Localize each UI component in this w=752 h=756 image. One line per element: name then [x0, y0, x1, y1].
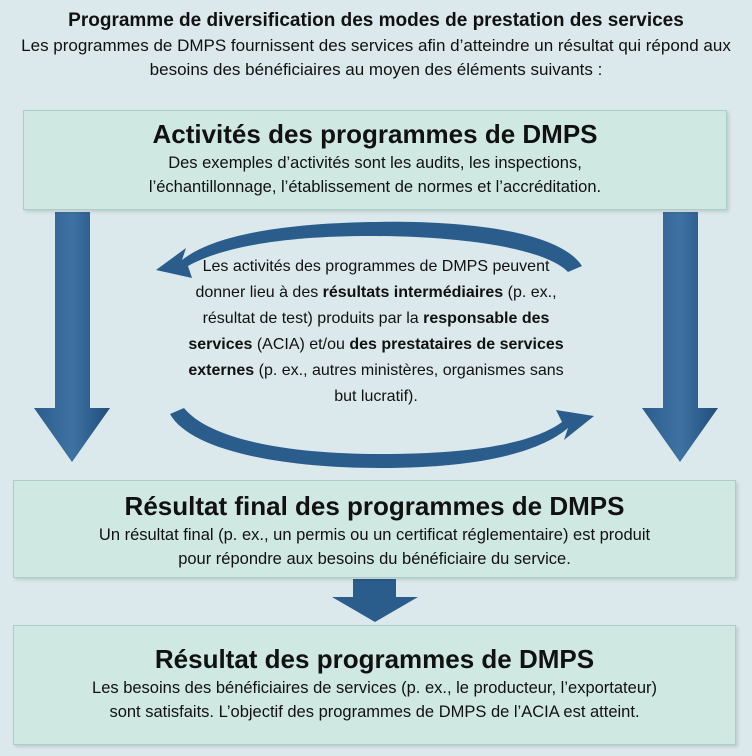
final-result-description-line2: pour répondre aux besoins du bénéficiaire du service.: [178, 550, 571, 568]
outcome-description-line2: sont satisfaits. L’objectif des programmes de DMPS de l’ACIA est atteint.: [109, 703, 640, 721]
intermediate-text-2: (p. ex., résultat de test) produits par la: [202, 284, 557, 327]
intermediate-text-4: (p. ex., autres ministères, organismes sans but lucratif).: [254, 362, 564, 405]
activities-description-line2: l’échantillonnage, l’établissement de normes et l’accréditation.: [148, 178, 602, 196]
center-down-arrow: [332, 579, 418, 622]
left-down-arrow: [34, 212, 110, 462]
final-result-box: [13, 480, 736, 578]
right-down-arrow: [642, 212, 718, 462]
outcome-title: Résultat des programmes de DMPS: [154, 644, 595, 674]
intermediate-text-1: Les activités des programmes de DMPS peuvent donner lieu à des: [195, 258, 550, 301]
final-result-description-line1: Un résultat final (p. ex., un permis ou un certificat réglementaire) est produit: [98, 526, 651, 544]
cycle-arrow-bottom: [170, 408, 594, 468]
intermediate-text-3: (ACIA) et/ou: [252, 336, 350, 353]
intermediate-bold-2: responsable des services: [188, 310, 550, 353]
outcome-description-line1: Les besoins des bénéficiaires de services (p. ex., le producteur, l’exportateur): [92, 679, 657, 697]
final-result-title: Résultat final des programmes de DMPS: [124, 491, 625, 521]
outcome-box: [13, 625, 736, 745]
page-intro: Les programmes de DMPS fournissent des services afin d’atteindre un résultat qui répond aux besoins des bénéficiaires au moyen des éléments suivants :: [21, 36, 731, 79]
page-title: Programme de diversification des modes de prestation des services: [68, 10, 684, 31]
activities-title: Activités des programmes de DMPS: [152, 119, 598, 149]
activities-box: [23, 110, 727, 210]
intermediate-bold-3: des prestataires de services externes: [188, 336, 564, 379]
intermediate-bold-1: résultats intermédiaires: [322, 284, 504, 301]
intermediate-results-text: [180, 254, 572, 410]
activities-description-line1: Des exemples d’activités sont les audits, les inspections,: [168, 154, 582, 172]
